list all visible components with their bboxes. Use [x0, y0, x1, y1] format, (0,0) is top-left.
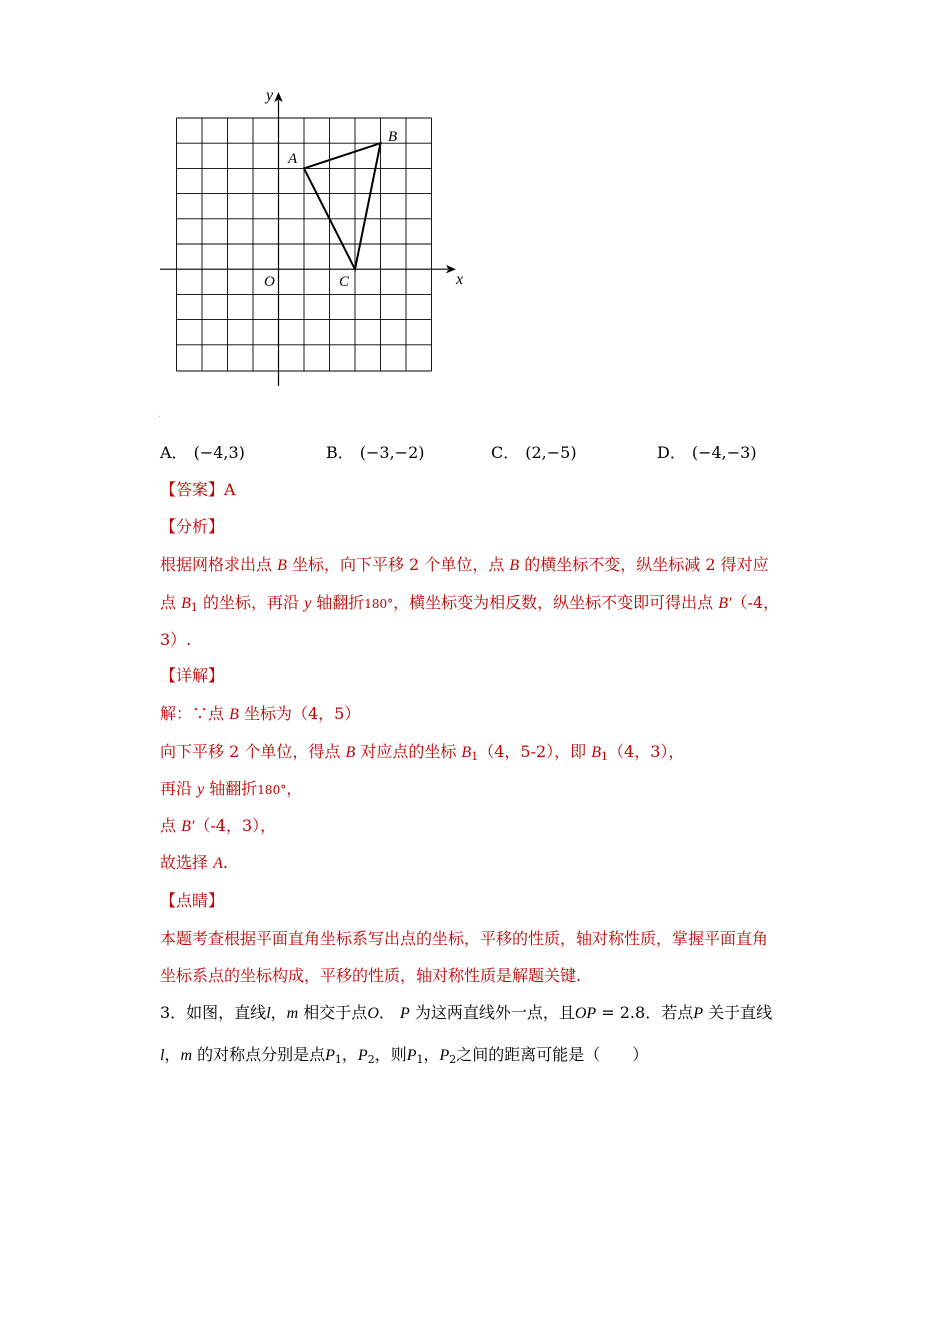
- detail-line-4: 点 B′（-4，3），: [160, 816, 277, 835]
- analysis-line-1: 根据网格求出点 B 坐标，向下平移 2 个单位，点 B 的横坐标不变，纵坐标减 2 得对应: [160, 555, 769, 574]
- analysis-line-3: 3）.: [160, 630, 192, 649]
- question-3-line-2: l，m 的对称点分别是点$P_1$，$P_2$，则$P_1$，$P_2$之间的距离可能是（ ）: [160, 1045, 649, 1066]
- option-a: A． (−4,3): [160, 443, 245, 462]
- x-axis-label: x: [456, 271, 464, 288]
- comment-heading: 【点睛】: [160, 891, 225, 910]
- detail-line-2: 向下平移 2 个单位，得点 B 对应点的坐标 $B_1(4$，5-2），即 $B_1(4$，3），: [160, 742, 685, 763]
- answer-line: [160, 480, 236, 500]
- point-label-c: C: [339, 274, 350, 290]
- option-d: D． (−4,−3): [657, 443, 757, 462]
- analysis-line-2: 点 $B_1$ 的坐标，再沿 y 轴翻折180°，横坐标变为相反数，纵坐标不变即可得出点 B′（-4，: [160, 593, 780, 614]
- y-axis-label: y: [266, 87, 274, 104]
- triangle-abc: [304, 143, 381, 269]
- point-label-a: A: [288, 151, 298, 167]
- question-3-line-1: 3．如图，直线l，m 相交于点O． P 为这两直线外一点，且OP = 2.8．若点P 关于直线: [160, 1003, 773, 1022]
- answer-heading: 【答案】: [160, 480, 225, 499]
- grid-lines: [177, 118, 432, 371]
- coordinate-figure: [150, 85, 480, 390]
- origin-label: O: [264, 274, 275, 290]
- option-c: C． (2,−5): [491, 443, 577, 462]
- point-label-b: B: [388, 129, 398, 145]
- detail-line-5: 故选择 A.: [160, 853, 228, 872]
- paragraph-mark: ·: [158, 412, 162, 423]
- analysis-heading: 【分析】: [160, 517, 225, 536]
- comment-line-2: 坐标系点的坐标构成，平移的性质，轴对称性质是解题关键.: [160, 966, 582, 985]
- detail-line-1: 解：∵点 B 坐标为（4，5）: [160, 704, 361, 723]
- detail-line-3: 再沿 y 轴翻折180°，: [160, 779, 303, 798]
- answer-value: A: [224, 480, 236, 499]
- option-b: B． (−3,−2): [326, 443, 425, 462]
- comment-line-1: 本题考查根据平面直角坐标系写出点的坐标，平移的性质，轴对称性质，掌握平面直角: [160, 929, 769, 948]
- detail-heading: 【详解】: [160, 666, 225, 685]
